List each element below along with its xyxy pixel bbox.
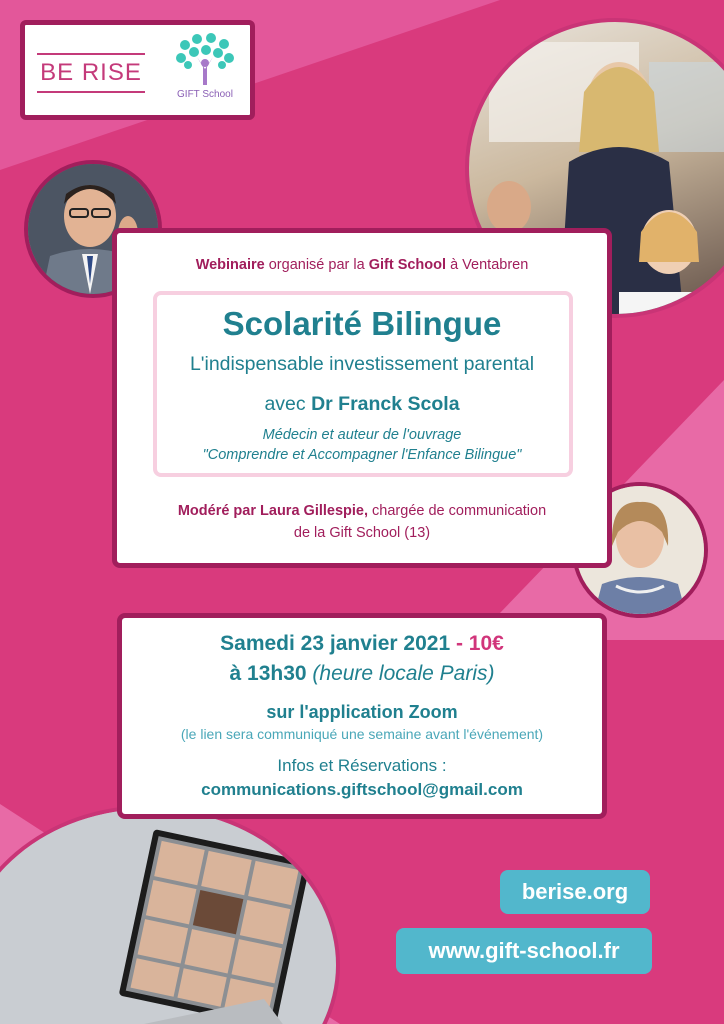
event-info-card xyxy=(117,613,607,819)
intro-location: à Ventabren xyxy=(446,257,529,273)
moderator-line2: de la Gift School (13) xyxy=(293,525,431,541)
moderator-line xyxy=(117,503,607,519)
logo-card xyxy=(20,20,255,120)
speaker-role: Médecin et auteur de l'ouvrage xyxy=(262,427,462,443)
speaker-prefix: avec xyxy=(264,393,312,415)
event-platform-line xyxy=(122,702,602,723)
berise-logo xyxy=(37,53,145,93)
speaker-line xyxy=(117,393,607,416)
gift-school-logo-text: GIFT School xyxy=(177,89,233,100)
gift-school-link[interactable]: www.gift-school.fr xyxy=(396,928,652,974)
intro-webinar: Webinaire xyxy=(195,257,265,273)
berise-logo-text: BE RISE xyxy=(40,59,142,86)
page-title: Scolarité Bilingue xyxy=(222,305,502,342)
moderator-prefix: Modéré par Laura Gillespie, xyxy=(177,503,369,519)
speaker-name: Dr Franck Scola xyxy=(311,393,460,415)
platform-name: Zoom xyxy=(408,702,458,722)
subtitle: L'indispensable investissement parental xyxy=(189,353,535,375)
info-label: Infos et Réservations : xyxy=(277,756,447,775)
link-note: (le lien sera communiqué une semaine avant l'événement) xyxy=(180,726,544,742)
event-date: Samedi 23 janvier 2021 xyxy=(220,632,451,655)
book-title: "Comprendre et Accompagner l'Enfance Bilingue" xyxy=(202,447,522,463)
event-time-line xyxy=(122,662,602,686)
intro-line xyxy=(117,257,607,273)
event-timezone: (heure locale Paris) xyxy=(306,662,495,685)
platform-prefix: sur l'application xyxy=(266,702,409,722)
contact-email[interactable]: communications.giftschool@gmail.com xyxy=(201,780,523,799)
gift-school-logo xyxy=(165,31,245,115)
tree-icon xyxy=(173,31,237,87)
event-price: - 10€ xyxy=(450,632,504,655)
intro-organized-by: organisé par la xyxy=(264,257,369,273)
moderator-role: chargée de communication xyxy=(368,503,547,519)
event-date-line xyxy=(122,632,602,656)
intro-school: Gift School xyxy=(368,257,447,273)
main-card xyxy=(112,228,612,568)
berise-link[interactable]: berise.org xyxy=(500,870,650,914)
event-time: à 13h30 xyxy=(229,662,307,685)
